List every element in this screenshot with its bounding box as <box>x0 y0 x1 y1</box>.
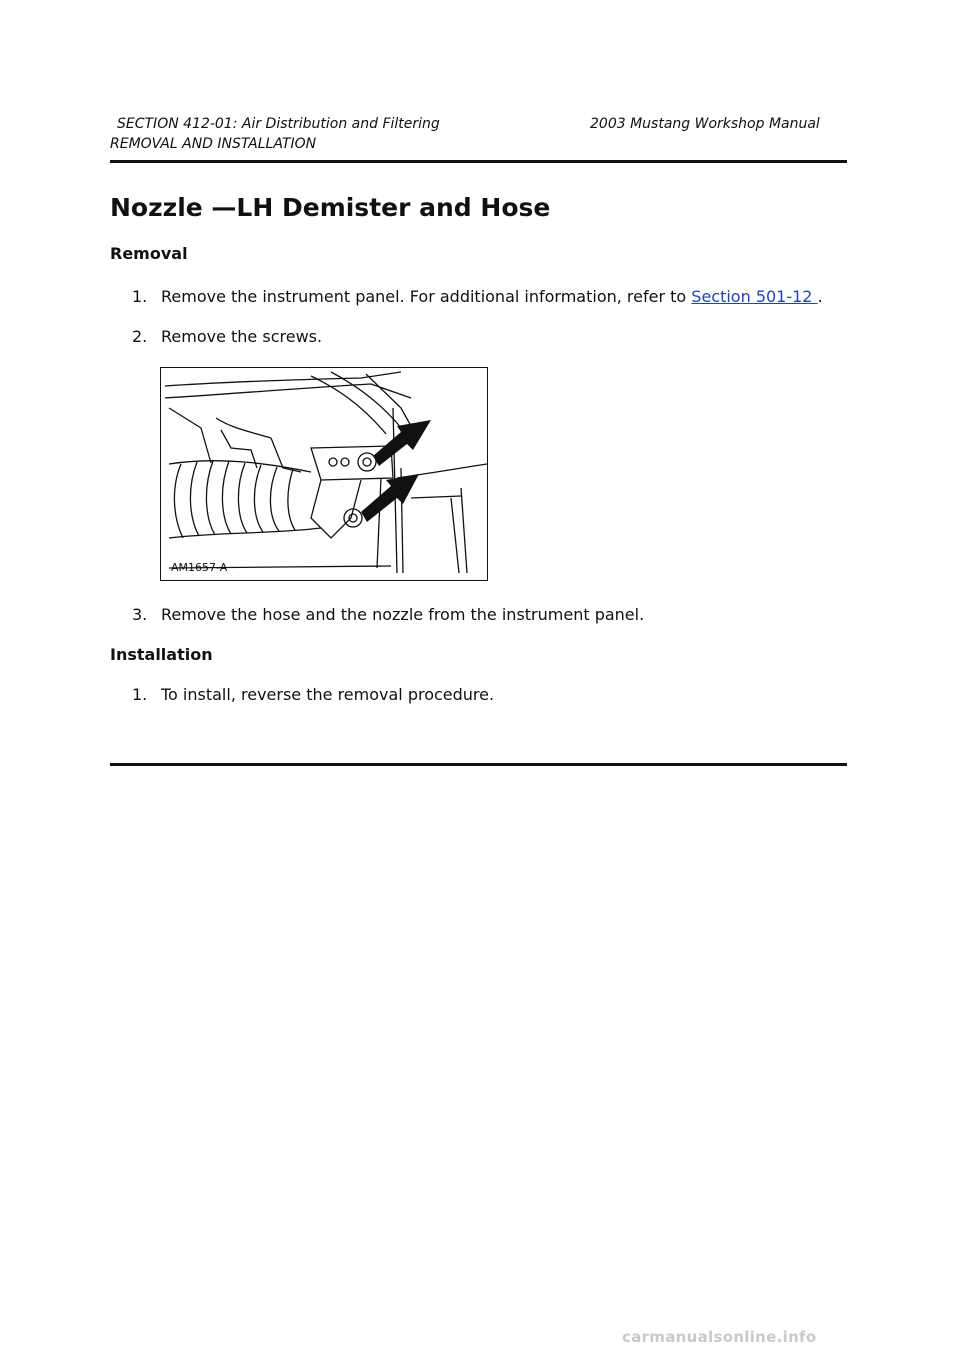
step-text-end: . <box>817 287 823 306</box>
installation-step-1 <box>132 685 494 704</box>
page-title: Nozzle —LH Demister and Hose <box>110 193 551 222</box>
step-text: Remove the instrument panel. For additional information, refer to <box>161 287 692 306</box>
watermark: carmanualsonline.info <box>622 1328 817 1346</box>
header-divider <box>110 160 847 163</box>
header-subsection: REMOVAL AND INSTALLATION <box>110 136 317 152</box>
step-number: 1. <box>132 685 148 704</box>
section-501-12-link[interactable]: Section 501-12 <box>691 287 818 306</box>
removal-step-3 <box>132 605 644 624</box>
step-number: 1. <box>132 287 148 306</box>
screws-illustration <box>160 367 488 581</box>
header-manual-title: 2003 Mustang Workshop Manual <box>590 116 820 132</box>
header-section-title: SECTION 412-01: Air Distribution and Filtering <box>117 116 440 132</box>
installation-heading: Installation <box>110 645 213 664</box>
footer-divider <box>110 763 847 766</box>
removal-step-1 <box>132 287 823 306</box>
removal-heading: Removal <box>110 244 188 263</box>
figure-label: AM1657-A <box>171 561 228 574</box>
step-number: 2. <box>132 327 148 346</box>
step-number: 3. <box>132 605 148 624</box>
step-text: Remove the hose and the nozzle from the instrument panel. <box>161 605 645 624</box>
step-text: To install, reverse the removal procedure. <box>161 685 495 704</box>
step-text: Remove the screws. <box>161 327 323 346</box>
removal-step-2 <box>132 327 322 346</box>
screws-illustration-drawing <box>161 368 487 580</box>
